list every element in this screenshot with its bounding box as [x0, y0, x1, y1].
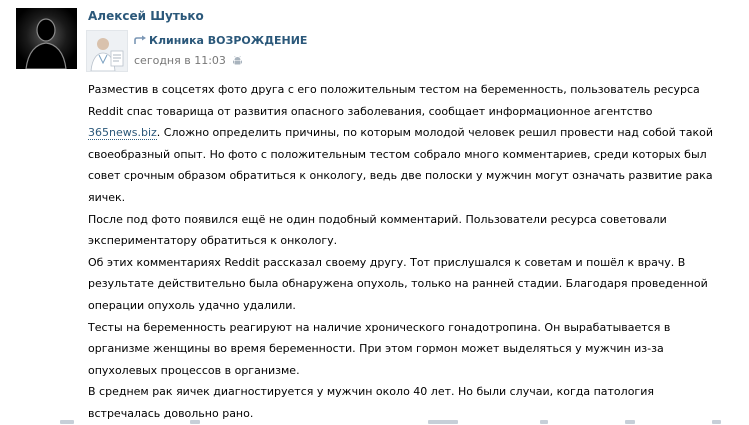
source-thumbnail[interactable] [86, 30, 128, 72]
post-paragraph [88, 79, 718, 209]
post-timestamp[interactable]: сегодня в 11:03 [134, 53, 226, 67]
cropped-mark [712, 420, 721, 424]
post-text-segment: . Сложно определить причины, по которым молодой человек решил провести над собой такой своеобразный опыт. Но фото с положительным тестом собрало много комментариев, среди которых был совет срочным образом обратиться к онкологу, ведь две полоски у мужчин могут означать развитие рака яичек. [88, 126, 713, 204]
author-name[interactable]: Алексей Шутько [88, 9, 204, 23]
post-text [88, 79, 718, 425]
cropped-mark [540, 420, 548, 424]
repost-arrow-icon [134, 35, 147, 46]
post-paragraph: Об этих комментариях Reddit рассказал своему другу. Тот прислушался к советам и пошёл к врачу. В результате действительно была обнаружена опухоль, только на ранней стадии. Благодаря проведенной операции опухоль удачно удалили. [88, 255, 708, 312]
repost-header [134, 33, 307, 48]
post-paragraph: В среднем рак яичек диагностируется у мужчин около 40 лет. Но были случаи, когда патология встречалась довольно рано. [88, 385, 654, 420]
repost-source-link[interactable]: Клиника ВОЗРОЖДЕНИЕ [149, 34, 308, 47]
news-source-link[interactable]: 365news.biz [88, 126, 157, 140]
doctor-thumbnail-icon [87, 31, 127, 71]
author-avatar[interactable] [16, 8, 77, 69]
cropped-mark [625, 420, 635, 424]
cropped-mark [428, 420, 458, 424]
android-icon [232, 55, 243, 66]
post-paragraph: После под фото появился ещё не один подобный комментарий. Пользователи ресурса советовали экспериментатору обратиться к онкологу. [88, 212, 667, 248]
cropped-mark [190, 420, 200, 424]
user-silhouette-icon [16, 8, 77, 69]
cropped-next-post [0, 419, 749, 425]
cropped-mark [60, 420, 74, 424]
post-paragraph: Тесты на беременность реагируют на наличие хронического гонадотропина. Он вырабатывается в организме женщины во время беременности. При этом гормон может выделяться у мужчин из-за опухолевых процессов в организме. [88, 320, 671, 377]
post-text-segment: Разместив в соцсетях фото друга с его положительным тестом на беременность, пользователь ресурса Reddit спас товарища от развития опасного заболевания, сообщает информационное агентство [88, 83, 700, 118]
post-meta [134, 53, 243, 67]
